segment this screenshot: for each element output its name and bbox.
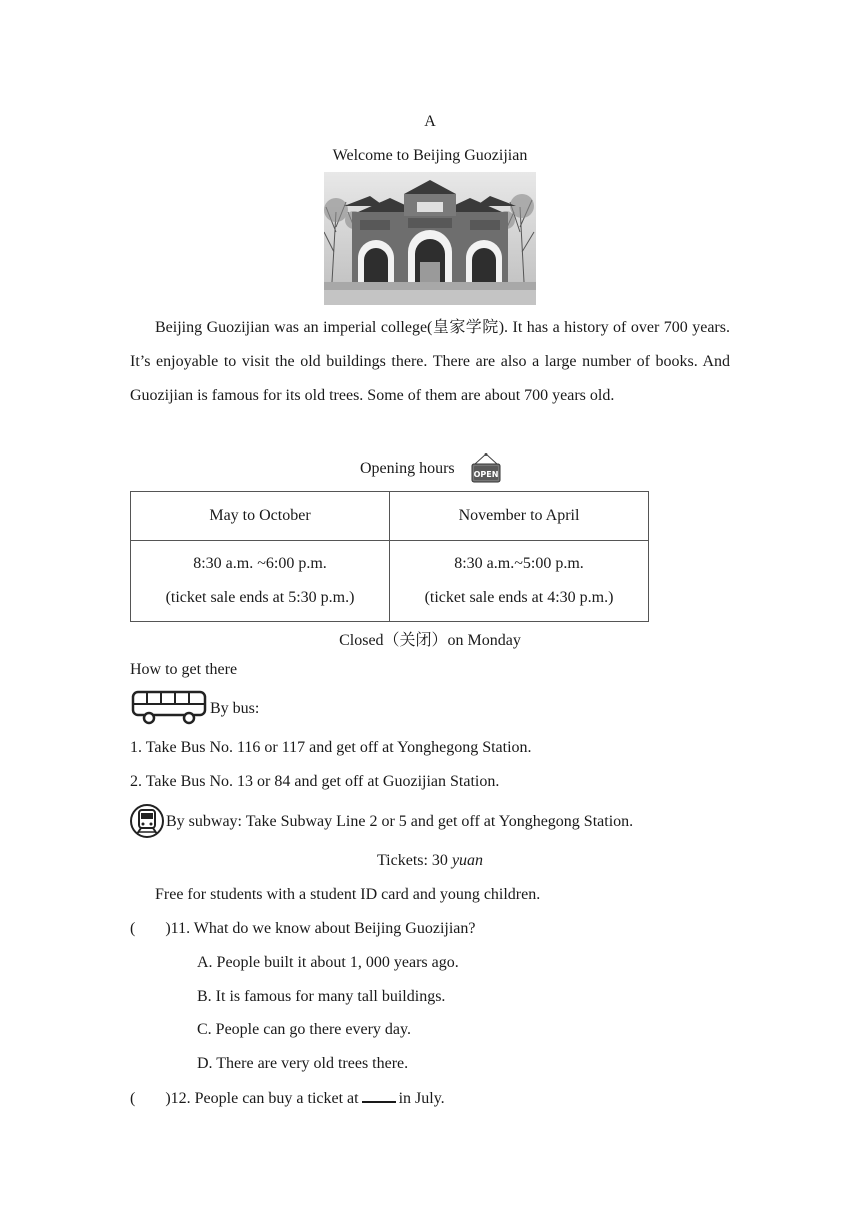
answer-paren-open: ( <box>130 920 136 937</box>
intro-paragraph <box>130 311 730 413</box>
question-stem: 11. What do we know about Beijing Guozijian? <box>170 920 476 937</box>
question-11 <box>130 920 475 938</box>
subway-icon <box>130 802 166 840</box>
winter-hours-cell <box>390 541 649 622</box>
table-row <box>131 541 649 622</box>
page-title: Welcome to Beijing Guozijian <box>332 147 528 164</box>
summer-hours: 8:30 a.m. ~6:00 p.m. <box>193 555 327 572</box>
column-header-winter: November to April <box>390 492 649 541</box>
subway-directions: By subway: Take Subway Line 2 or 5 and get off at Yonghegong Station. <box>166 813 634 830</box>
question-12 <box>130 1089 445 1108</box>
bus-route-2: 2. Take Bus No. 13 or 84 and get off at Guozijian Station. <box>130 773 500 790</box>
table-header-row <box>131 492 649 541</box>
question-stem-after: in July. <box>398 1090 445 1107</box>
option-b: B. It is famous for many tall buildings. <box>197 988 446 1005</box>
answer-paren-close: ) <box>165 920 171 937</box>
option-d: D. There are very old trees there. <box>197 1055 409 1072</box>
option-a: A. People built it about 1, 000 years ago. <box>197 954 459 971</box>
intro-text: Beijing Guozijian was an imperial college(皇家学院). It has a history of over 700 years. It’s enjoyable to visit the old buildings there. There are also a large number of books. And Guozijian is famous for its old trees. Some of them are about 700 years old. <box>130 319 730 404</box>
answer-paren-open: ( <box>130 1090 136 1107</box>
opening-hours-table <box>130 491 649 622</box>
winter-ticket-note: (ticket sale ends at 4:30 p.m.) <box>424 589 614 606</box>
bus-icon <box>131 689 209 725</box>
tickets-unit: yuan <box>451 852 484 869</box>
question-stem-before: 12. People can buy a ticket at <box>170 1090 359 1107</box>
answer-paren-close: ) <box>165 1090 171 1107</box>
bus-label: By bus: <box>210 700 260 717</box>
directions-heading: How to get there <box>130 661 238 678</box>
closed-note: Closed（关闭）on Monday <box>339 632 521 649</box>
tickets-line <box>0 852 860 870</box>
open-sign-text: OPEN <box>473 470 499 479</box>
fill-in-blank[interactable] <box>362 1089 396 1103</box>
bus-route-1: 1. Take Bus No. 116 or 117 and get off at Yonghegong Station. <box>130 739 532 756</box>
winter-hours: 8:30 a.m.~5:00 p.m. <box>454 555 584 572</box>
tickets-label: Tickets: 30 <box>376 852 452 869</box>
column-header-summer: May to October <box>131 492 390 541</box>
option-c: C. People can go there every day. <box>197 1021 411 1038</box>
summer-hours-cell <box>131 541 390 622</box>
guozijian-gate-photo <box>324 172 536 305</box>
opening-hours-label: Opening hours <box>360 460 455 477</box>
free-entry-note: Free for students with a student ID card and young children. <box>155 886 541 903</box>
section-letter: A <box>424 113 436 130</box>
open-sign-icon <box>470 452 502 484</box>
summer-ticket-note: (ticket sale ends at 5:30 p.m.) <box>165 589 355 606</box>
